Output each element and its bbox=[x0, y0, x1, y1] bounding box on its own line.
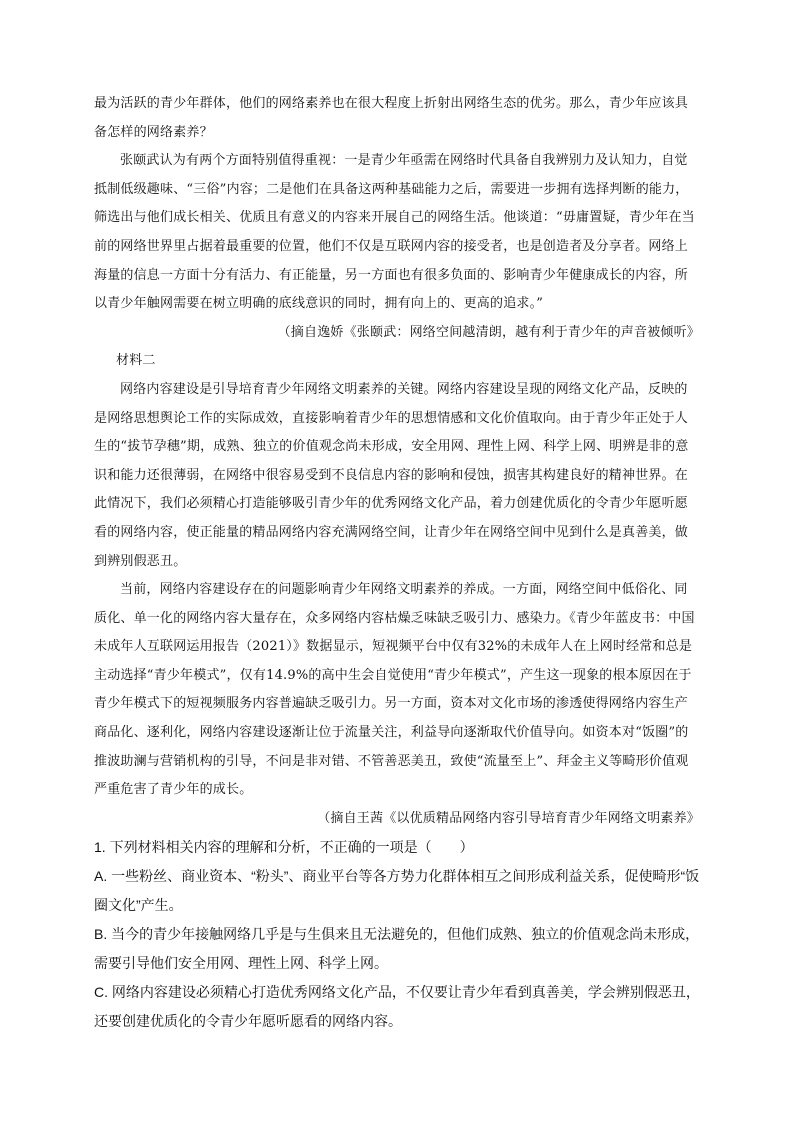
document-content bbox=[94, 90, 700, 1036]
option-a: A. 一些粉丝、商业资本、“粉头”、商业平台等各方势力化群体相互之间形成利益关系，促使畸形“饭圈文化”产生。 bbox=[94, 868, 700, 914]
question-stem: 1. 下列材料相关内容的理解和分析，不正确的一项是（ ） bbox=[94, 839, 474, 856]
material1-ending-paragraph: 最为活跃的青少年群体，他们的网络素养也在很大程度上折射出网络生态的优劣。那么，青少年应该具备怎样的网络素养？ bbox=[94, 96, 689, 140]
option-c: C. 网络内容建设必须精心打造优秀网络文化产品，不仅要让青少年看到真善美，学会辨别假恶丑，还要创建优质化的令青少年愿听愿看的网络内容。 bbox=[94, 984, 700, 1030]
material2-source: （摘自王茜《以优质精品网络内容引导培育青少年网络文明素养》 bbox=[317, 810, 700, 826]
material2-paragraph-2: 当前，网络内容建设存在的问题影响青少年网络文明素养的养成。一方面，网络空间中低俗化、同质化、单一化的网络内容大量存在，众多网络内容枯燥乏味缺乏吸引力、感染力。《青少年蓝皮书：中国未成年人互联网运用报告（2021）》数据显示，短视频平台中仅有32%的未成年人在上网时经常和总是主动选择“青少年模式”，仅有14.9%的高中生会自觉使用“青少年模式”，产生这一现象的根本原因在于青少年模式下的短视频服务内容普遍缺乏吸引力。另一方面，资本对文化市场的渗透使得网络内容生产商品化、逐利化，网络内容建设逐渐让位于流量关注，利益导向逐渐取代价值导向。如资本对“饭圈”的推波助澜与营销机构的引导，不问是非对错、不管善恶美丑，致使“流量至上”、拜金主义等畸形价值观严重危害了青少年的成长。 bbox=[94, 582, 695, 798]
material1-paragraph: 张颐武认为有两个方面特别值得重视：一是青少年亟需在网络时代具备自我辨别力及认知力，自觉抵制低级趣味、“三俗”内容；二是他们在具备这两种基础能力之后，需要进一步拥有选择判断的能力，筛选出与他们成长相关、优质且有意义的内容来开展自己的网络生活。他谈道：“毋庸置疑，青少年在当前的网络世界里占据着最重要的位置，他们不仅是互联网内容的接受者，也是创造者及分享者。网络上海量的信息一方面十分有活力、有正能量，另一方面也有很多负面的、影响青少年健康成长的内容，所以青少年触网需要在树立明确的底线意识的同时，拥有向上的、更高的追求。” bbox=[94, 153, 695, 312]
material1-source: （摘自逸娇《张颐武：网络空间越清朗，越有利于青少年的声音被倾听》 bbox=[277, 324, 700, 340]
material2-label: 材料二 bbox=[116, 353, 156, 369]
option-b: B. 当今的青少年接触网络几乎是与生俱来且无法避免的，但他们成熟、独立的价值观念尚未形成，需要引导他们安全用网、理性上网、科学上网。 bbox=[94, 926, 700, 972]
material2-paragraph-1: 网络内容建设是引导培育青少年网络文明素养的关键。网络内容建设呈现的网络文化产品，反映的是网络思想舆论工作的实际成效，直接影响着青少年的思想情感和文化价值取向。由于青少年正处于人生的“拔节孕穗”期，成熟、独立的价值观念尚未形成，安全用网、理性上网、科学上网、明辨是非的意识和能力还很薄弱，在网络中很容易受到不良信息内容的影响和侵蚀，损害其构建良好的精神世界。在此情况下，我们必须精心打造能够吸引青少年的优秀网络文化产品，着力创建优质化的令青少年愿听愿看的网络内容，使正能量的精品网络内容充满网络空间，让青少年在网络空间中见到什么是真善美，做到辨别假恶丑。 bbox=[94, 381, 689, 569]
